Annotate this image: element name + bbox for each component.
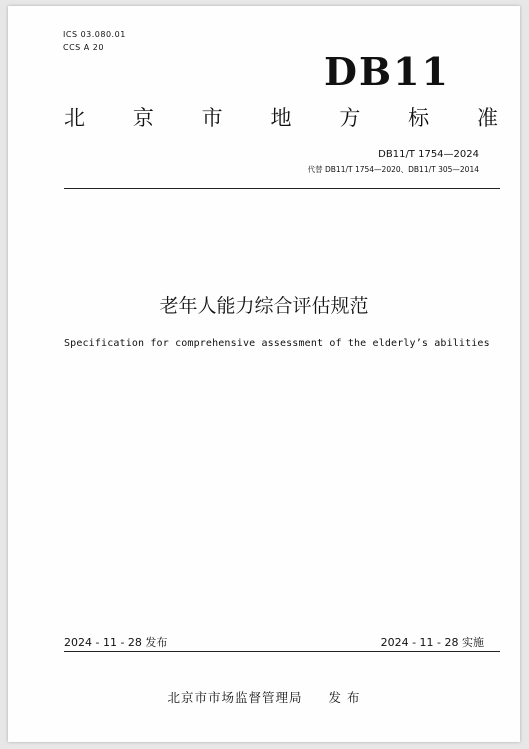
ics-code: ICS 03.080.01	[63, 30, 126, 39]
publish-date: 2024 - 11 - 28 发布	[64, 636, 168, 649]
ccs-code: CCS A 20	[63, 43, 104, 52]
org-title-char: 北	[64, 106, 85, 130]
footer-divider	[64, 651, 500, 652]
standard-logo: DB11	[324, 49, 450, 94]
publisher-name: 北京市市场监督管理局	[167, 690, 303, 705]
org-title-char: 京	[132, 106, 154, 130]
org-title	[64, 102, 498, 132]
standard-code: DB11/T 1754—2024	[378, 149, 479, 160]
publisher-line	[8, 688, 520, 706]
publish-action: 发 布	[328, 690, 361, 705]
document-title-en: Specification for comprehensive assessment of the elderly’s abilities	[64, 338, 490, 349]
org-title-char: 准	[476, 106, 498, 130]
replaces-note: 代替 DB11/T 1754—2020、DB11/T 305—2014	[307, 165, 479, 174]
org-title-char: 地	[270, 106, 292, 130]
org-title-char: 市	[201, 106, 223, 130]
document-page	[8, 6, 520, 742]
effective-date: 2024 - 11 - 28 实施	[380, 636, 484, 649]
org-title-char: 标	[408, 106, 430, 130]
org-title-char: 方	[339, 106, 361, 130]
header-divider	[64, 188, 500, 189]
document-title-cn: 老年人能力综合评估规范	[159, 295, 369, 317]
classification-codes	[63, 28, 126, 54]
